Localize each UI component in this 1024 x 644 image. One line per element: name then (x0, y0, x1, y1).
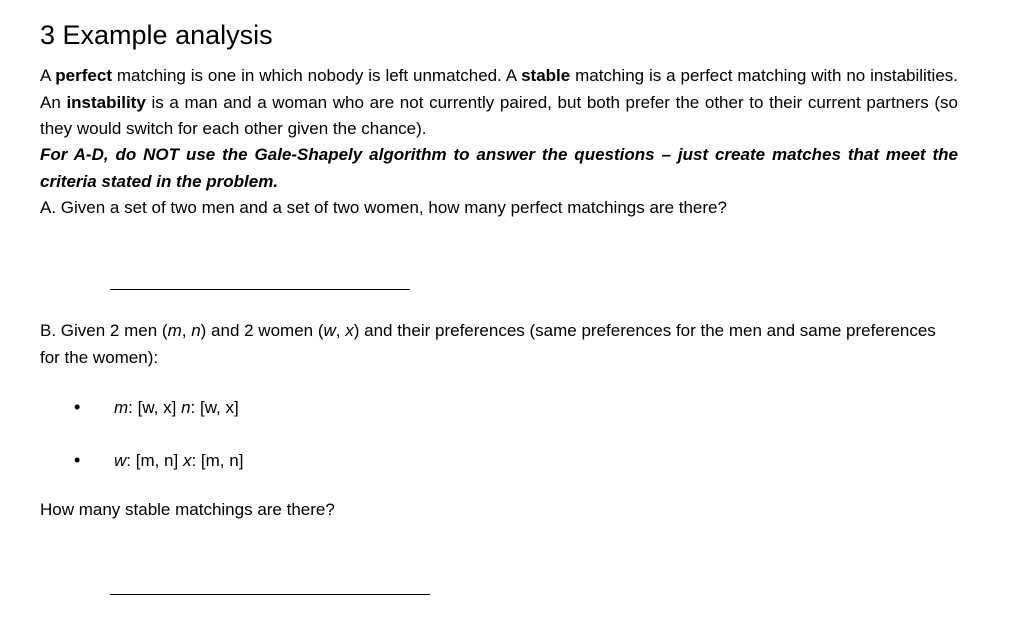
question-a: A. Given a set of two men and a set of two women, how many perfect matchings are there? (40, 198, 727, 217)
pref-list-x: : [m, n] (191, 451, 244, 470)
question-b-comma-1: , (181, 321, 192, 340)
var-n: n (191, 321, 201, 340)
var-x: x (345, 321, 354, 340)
pref-name-m: m (114, 398, 129, 417)
answer-line-b[interactable] (110, 594, 430, 595)
instructions-paragraph (40, 142, 958, 195)
question-b (40, 318, 958, 371)
pref-name-w: w (114, 451, 127, 470)
pref-list-n: : [w, x] (190, 398, 239, 417)
question-b-text-1: B. Given 2 men ( (40, 321, 168, 340)
pref-name-n: n (181, 398, 191, 417)
pref-list-w: : [m, n] (126, 451, 183, 470)
definitions-paragraph (40, 63, 958, 143)
bullet-icon: • (74, 450, 81, 470)
question-b-ask: How many stable matchings are there? (40, 500, 335, 519)
term-instability: instability (66, 92, 146, 112)
instructions-text: For A-D, do NOT use the Gale-Shapely algorithm to answer the questions – just create matches that meet the criteria stated in the problem. (40, 145, 958, 191)
intro-text-2: matching is one in which nobody is left unmatched. A (111, 66, 522, 85)
question-b-text-2: ) and 2 women ( (200, 321, 324, 340)
intro-text-3: matching is a perfect matching with no instabilities. An (40, 66, 959, 112)
answer-line-a[interactable] (110, 289, 410, 290)
term-stable: stable (521, 66, 571, 85)
bullet-icon: • (74, 397, 81, 417)
var-w: w (323, 321, 336, 340)
pref-list-m: : [w, x] (128, 398, 182, 417)
term-perfect: perfect (55, 66, 112, 85)
var-m: m (167, 321, 182, 340)
bullet-item-women-preferences (74, 448, 243, 473)
bullet-item-men-preferences (74, 395, 239, 420)
intro-text-1: A (40, 66, 56, 85)
pref-name-x: x (182, 451, 192, 470)
section-heading: 3 Example analysis (40, 20, 273, 50)
question-b-text-3: ) and their preferences (same preferences for the men and same preferences for the women): (40, 321, 936, 367)
intro-text-4: is a man and a woman who are not currently paired, but both prefer the other to their current partners (so they would switch for each other given the chance). (40, 92, 958, 138)
question-b-comma-2: , (335, 321, 346, 340)
